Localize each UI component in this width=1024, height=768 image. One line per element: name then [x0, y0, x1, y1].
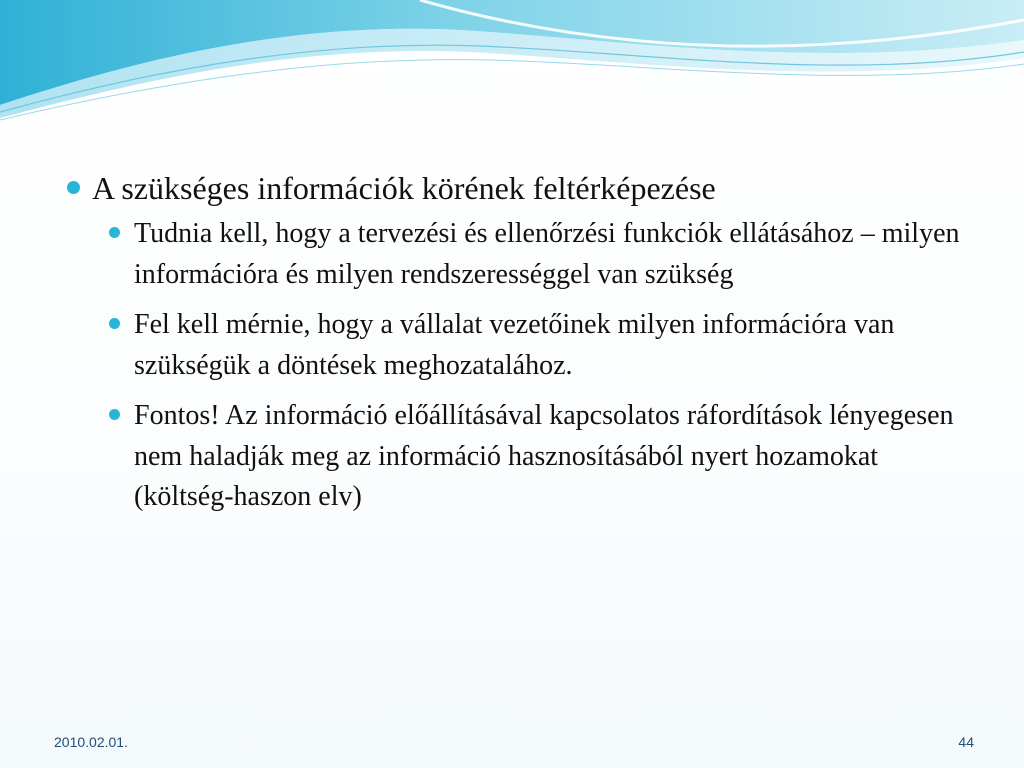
list-item	[62, 214, 962, 295]
list-item-text: Tudnia kell, hogy a tervezési és ellenőrzési funkciók ellátásához – milyen információra és milyen rendszerességgel van szükség	[134, 218, 960, 290]
main-bullet-text: A szükséges információk körének feltérképezése	[92, 170, 716, 206]
list-item	[62, 396, 962, 518]
bullet-dot-icon	[109, 409, 120, 420]
footer-date: 2010.02.01.	[54, 734, 128, 750]
main-bullet	[62, 168, 962, 208]
header-wave-decoration	[0, 0, 1024, 140]
sub-bullet-list	[62, 214, 962, 518]
list-item-text: Fontos! Az információ előállításával kapcsolatos ráfordítások lényegesen nem haladják meg az információ hasznosításából nyert hozamokat (költség-haszon elv)	[134, 400, 954, 512]
bullet-dot-icon	[67, 181, 80, 194]
bullet-dot-icon	[109, 227, 120, 238]
page-number: 44	[958, 734, 974, 750]
list-item	[62, 305, 962, 386]
bullet-dot-icon	[109, 318, 120, 329]
slide-content	[62, 168, 962, 528]
list-item-text: Fel kell mérnie, hogy a vállalat vezetőinek milyen információra van szükségük a döntések meghozatalához.	[134, 309, 895, 381]
